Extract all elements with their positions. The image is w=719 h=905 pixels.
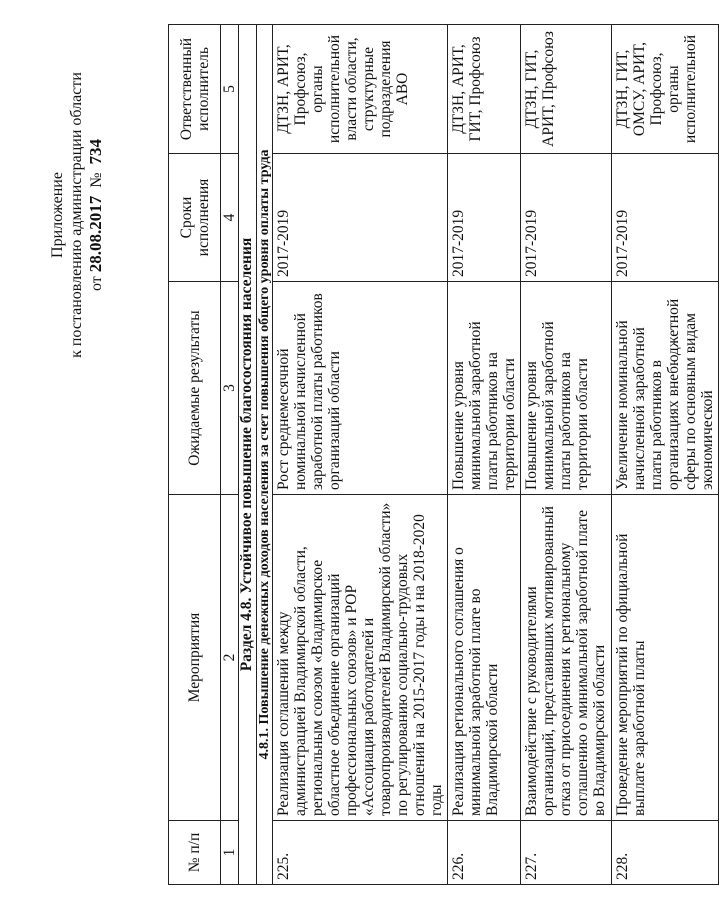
col-header-result: Ожидаемые результаты	[169, 282, 221, 495]
column-number: 5	[221, 25, 239, 154]
column-number: 2	[221, 495, 239, 821]
col-header-number: № п/п	[169, 821, 221, 885]
col-header-activity: Мероприятия	[169, 495, 221, 821]
row-term: 2017-2019	[612, 154, 719, 282]
row-activity: Реализация соглашений между администрацией Владимирской области, региональным союзом «Владимирское областное объединение организаций профессиональных союзов» и РОР «Ассоциация работодателей и товаропроизводителей Владимирской области» по регулированию социально-трудовых отношений на 2015-2017 годы и на 2018-2020 годы	[273, 495, 448, 821]
number-sign: №	[88, 172, 105, 188]
row-number: 225.	[273, 821, 448, 885]
row-executor: ДТЗН, ГИТ, ОМСУ, АРИТ, Профсоюз, органы исполнительной	[612, 25, 719, 154]
column-numbers-row	[221, 25, 239, 885]
col-header-term: Сроки исполнения	[169, 154, 221, 282]
row-executor: ДТЗН, АРИТ, ГИТ, Профсоюз	[448, 25, 521, 154]
section-title: Раздел 4.8. Устойчивое повышение благосостояния населения	[239, 25, 257, 885]
column-number: 3	[221, 282, 239, 495]
row-activity: Проведение мероприятий по официальной выплате заработной платы	[612, 495, 719, 821]
appendix-header	[48, 45, 106, 385]
row-activity: Реализация регионального соглашения о минимальной заработной плате во Владимирской области	[448, 495, 521, 821]
measures-table	[168, 24, 719, 885]
table-row	[448, 25, 521, 885]
appendix-subtitle: к постановлению администрации области	[68, 72, 85, 358]
column-number: 4	[221, 154, 239, 282]
decree-number: 734	[86, 138, 105, 165]
table-row	[521, 25, 612, 885]
table-row	[273, 25, 448, 885]
row-number: 227.	[521, 821, 612, 885]
row-result: Увеличение номинальной начисленной заработной платы работников в организациях внебюджетной сферы по основным видам экономической	[612, 282, 719, 495]
row-result: Повышение уровня минимальной заработной платы работников на территории области	[448, 282, 521, 495]
row-result: Повышение уровня минимальной заработной платы работников на территории области	[521, 282, 612, 495]
subsection-row	[257, 25, 273, 885]
row-term: 2017-2019	[521, 154, 612, 282]
row-activity: Взаимодействие с руководителями организаций, представивших мотивированный отказ от присоединения к региональному соглашению о минимальной заработной плате во Владимирской области	[521, 495, 612, 821]
col-header-executor: Ответственный исполнитель	[169, 25, 221, 154]
subsection-title: 4.8.1. Повышение денежных доходов населения за счет повышения общего уровня оплаты труда	[257, 25, 273, 885]
row-executor: ДТЗН, АРИТ, Профсоюз, органы исполнительной власти области, структурные подразделения АВО	[273, 25, 448, 154]
row-executor: ДТЗН, ГИТ, АРИТ, Профсоюз	[521, 25, 612, 154]
row-result: Рост среднемесячной номинальной начисленной заработной платы работников организаций области	[273, 282, 448, 495]
row-number: 226.	[448, 821, 521, 885]
row-number: 228.	[612, 821, 719, 885]
row-term: 2017-2019	[273, 154, 448, 282]
column-number: 1	[221, 821, 239, 885]
decree-date: 28.08.2017	[86, 195, 105, 273]
date-prefix: от	[88, 276, 105, 292]
section-row	[239, 25, 257, 885]
table-row	[612, 25, 719, 885]
row-term: 2017-2019	[448, 154, 521, 282]
appendix-title: Приложение	[49, 172, 66, 258]
table-header-row	[169, 25, 221, 885]
appendix-date-line	[86, 45, 106, 385]
